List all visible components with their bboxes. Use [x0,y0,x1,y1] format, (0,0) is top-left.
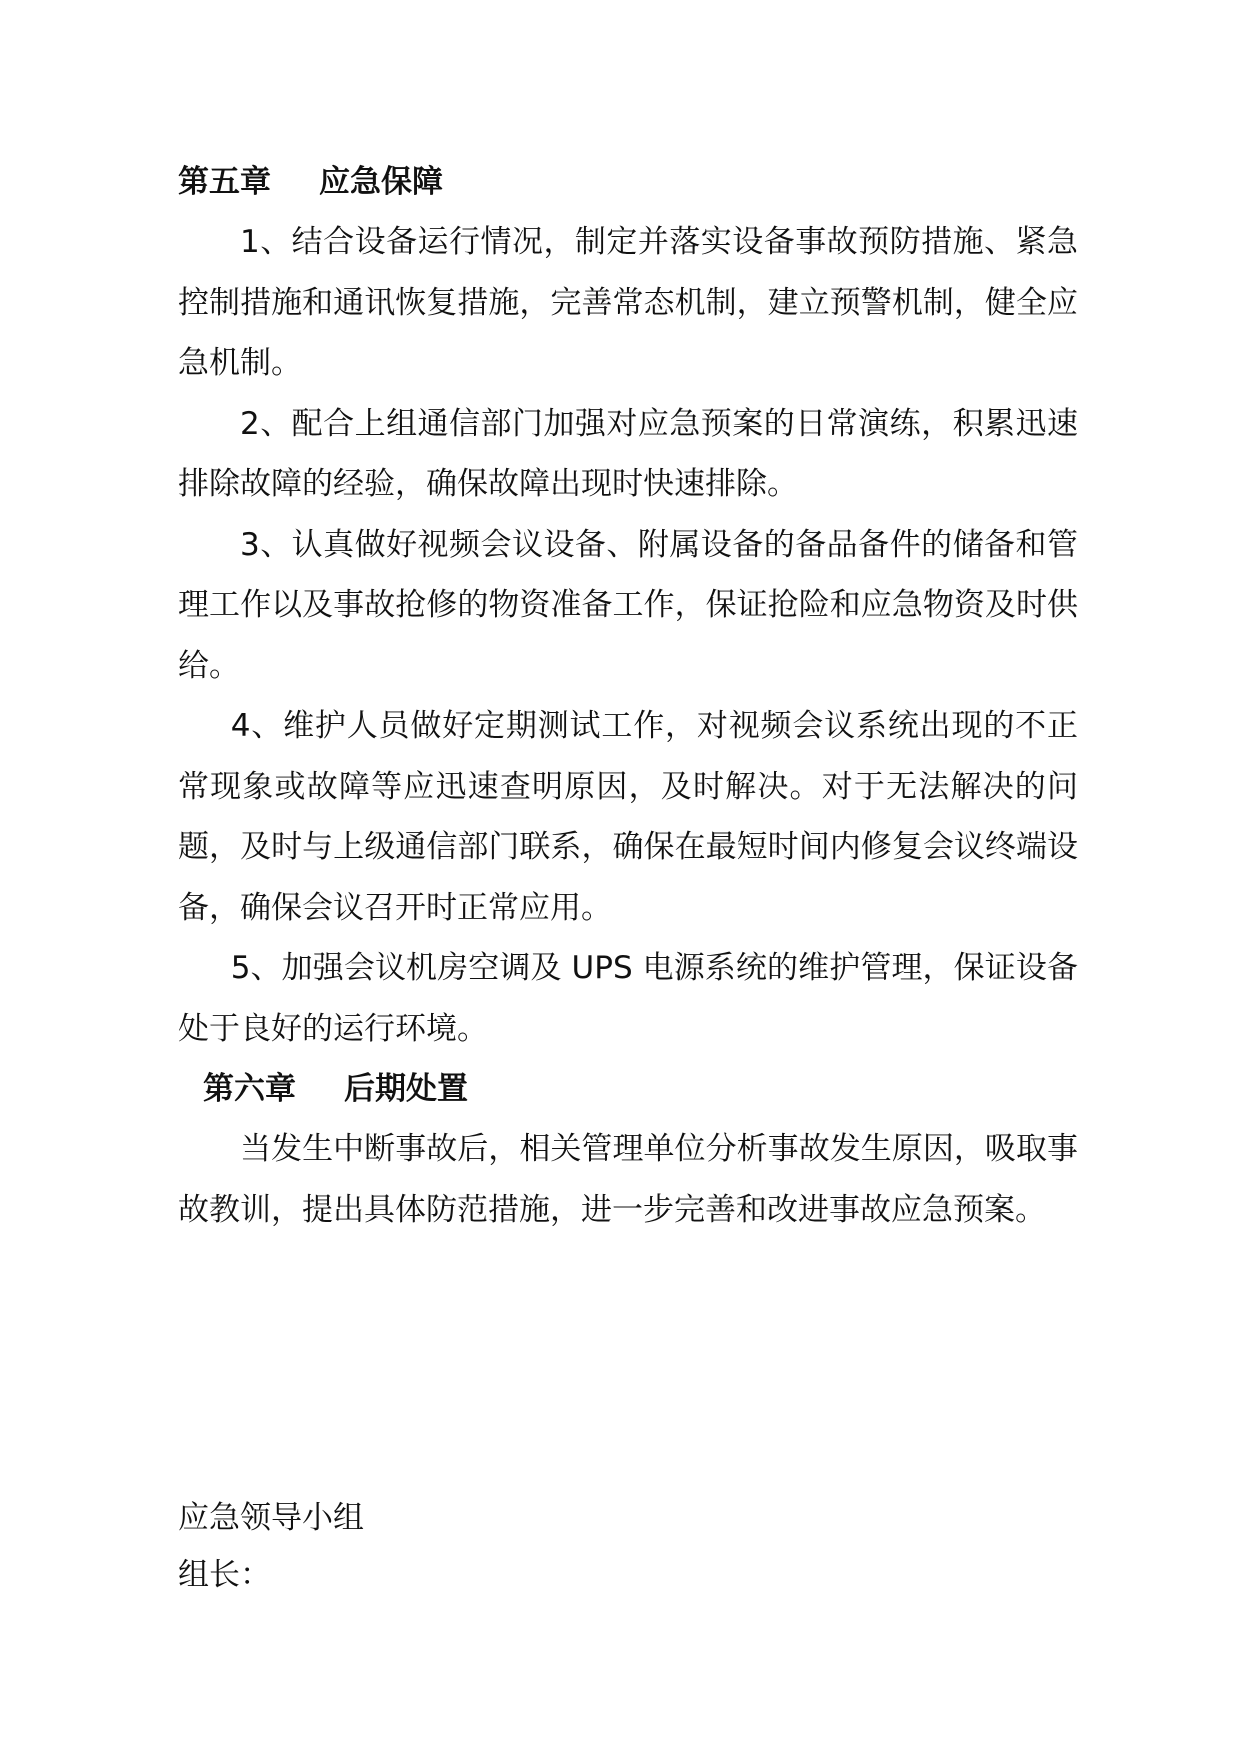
chapter-5-heading [178,152,1078,212]
chapter-6-title: 后期处置 [344,1071,468,1107]
chapter-5-title: 应急保障 [319,164,443,200]
chapter-5-number: 第五章 [178,164,271,200]
chapter-6-heading [178,1059,1078,1119]
chapter-5-item-5: 5、加强会议机房空调及 UPS 电源系统的维护管理，保证设备处于良好的运行环境。 [178,950,1078,1047]
leadership-group-label: 应急领导小组 [178,1500,364,1536]
chapter-5-item-1: 1、结合设备运行情况，制定并落实设备事故预防措施、紧急控制措施和通讯恢复措施，完善常态机制，建立预警机制，健全应急机制。 [178,224,1078,381]
chapter-5-item-3: 3、认真做好视频会议设备、附属设备的备品备件的储备和管理工作以及事故抢修的物资准备工作，保证抢险和应急物资及时供给。 [178,526,1078,684]
chapter-5-item-2: 2、配合上组通信部门加强对应急预案的日常演练，积累迅速排除故障的经验，确保故障出现时快速排除。 [178,405,1078,502]
chapter-6-number: 第六章 [203,1071,296,1107]
document-body [178,152,1078,1240]
leadership-section [178,1490,364,1604]
chapter-6-paragraph: 当发生中断事故后，相关管理单位分析事故发生原因，吸取事故教训，提出具体防范措施，进一步完善和改进事故应急预案。 [178,1131,1078,1228]
leadership-leader-label: 组长： [178,1557,271,1593]
chapter-5-item-4: 4、维护人员做好定期测试工作，对视频会议系统出现的不正常现象或故障等应迅速查明原因，及时解决。对于无法解决的问题，及时与上级通信部门联系，确保在最短时间内修复会议终端设备，确保会议召开时正常应用。 [178,708,1078,926]
